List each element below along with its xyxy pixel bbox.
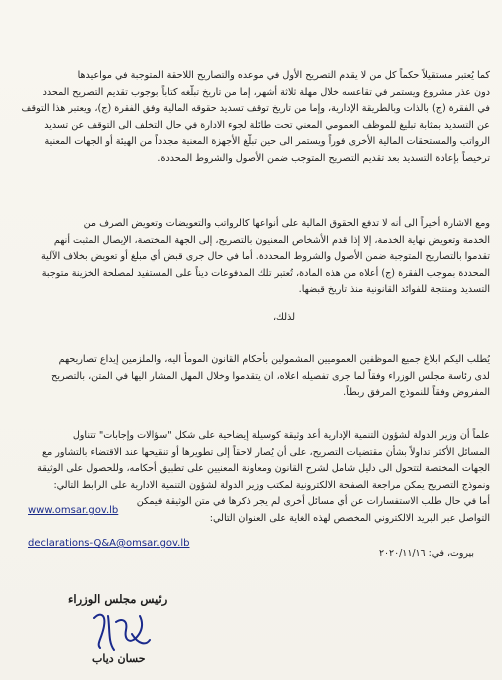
text-line: كما يُعتبر مستقيلاً حكماً كل من لا يقدم التصريح الأول في موعده والتصاريح اللاحقة المتوجبة في مواعيدها [77,70,490,81]
handwritten-signature [86,604,156,656]
text-line: المسائل الأكثر تداولاً بشأن مقتضيات التصريح، على أن يُصار لاحقاً إلى تطويرها أو تنقيحها عند الاقتضاء بالتشاور مع [41,446,490,458]
text-line: في الفقرة (ج) بالذات وبالطريقة الإدارية، وإما من تاريخ توقف تسديد حقوقه المالية وفق الفقرة (ج)، ويعتبر هذا التوقف [21,103,490,115]
text-line: التسديد ومنتجة للفوائد القانونية منذ تاريخ قبضها. [298,284,490,296]
text-line: ونموذج التصريح يمكن مراجعة الصفحة الالكترونية لمكتب وزير الدولة لشؤون التنمية الادارية على الرابط التالي: [53,479,490,491]
text-line: المحددة بموجب الفقرة (ج) أعلاه من هذه المادة، تُعتبر تلك المدفوعات ديناً على المستفيد لمصلحة الخزينة متوجبة [41,267,490,279]
signatory-name: حسان دياب [92,652,146,665]
text-line: يُطلب اليكم ابلاغ جميع الموظفين العموميين المشمولين بأحكام القانون المومأ اليه، والملزمين إيداع تصاريحهم [58,354,490,365]
text-line: تقدموا بالتصاريح المتوجبة ضمن الأصول والشروط المحددة. أما في حال جرى قبض أي مبلغ أو تعويض بخلاف الآلية [41,251,490,263]
paragraph-request [18,352,490,402]
text-line: الجهات المختصة لتتحول الى دليل شامل لشرح القانون ومعاونة المعنيين على تطبيق أحكامه، وللحصول على الوثيقة [37,463,490,475]
text-line: التواصل عبر البريد الالكتروني المخصص لهذه الغاية على العنوان التالي: [209,512,490,524]
text-line: الخدمة وتعويض نهاية الخدمة، إلا إذا قدم الأشخاص المعنيون بالتصريح، إلى الجهة المختصة، الإيصال المثبت أنهم [53,234,490,246]
email-link[interactable]: declarations-Q&A@omsar.gov.lb [28,538,190,549]
text-line: المفروض وفقاً للنموذج المرفق ربطاً. [343,387,490,399]
text-line: لدى رئاسة مجلس الوزراء وفقاً لما جرى تفصيله اعلاه، ان يتقدموا وخلال المهل المشار اليها في المتن، بالتصريح [51,370,490,382]
text-line: الرواتب والمستحقات المالية الأخرى فوراً ويستمر الى حين تبلّغ الأجهزة المعنية مجدداً من الهيئة أو الجهات المعنية [44,136,490,148]
text-line: عن التسديد بمثابة تبليغ للموظف العمومي المعني تحت طائلة لجوء الادارة في حال التخلف الى التوقف عن تسديد [44,119,490,131]
text-line: أما في حال طلب الاستفسارات عن أي مسائل أخرى لم يجر ذكرها في متن الوثيقة فيمكن [136,496,490,508]
paragraph-resignation [18,68,490,168]
text-line: علماً أن وزير الدولة لشؤون التنمية الإدارية أعد وثيقة كوسيلة إيضاحية على شكل "سؤالات وإجابات" تتناول [72,430,490,441]
text-line: دون عذر مشروع ويستمر في تقاعسه خلال مهلة ثلاثة أشهر، إما من تاريخ تبلّغه كتاباً بوجوب تقديم التصريح المحدد [42,86,490,98]
text-line: لذلك، [272,312,296,323]
paragraph-payments [18,216,490,299]
text-line: ومع الاشارة أخيراً الى أنه لا تدفع الحقوق المالية على أنواعها كالرواتب والتعويضات وتعويض الصرف من [83,218,490,229]
website-link[interactable]: www.omsar.gov.lb [28,505,119,516]
text-line: ترخيصاً بإعادة التسديد بعد تقديم التصريح المتوجب ضمن الأصول والشروط المحددة. [157,152,490,164]
signatory-title: رئيس مجلس الوزراء [68,592,168,606]
paragraph-therefore [18,310,490,327]
date-line: بيروت، في: ٢٠٢٠/١١/١٦ [378,548,474,559]
